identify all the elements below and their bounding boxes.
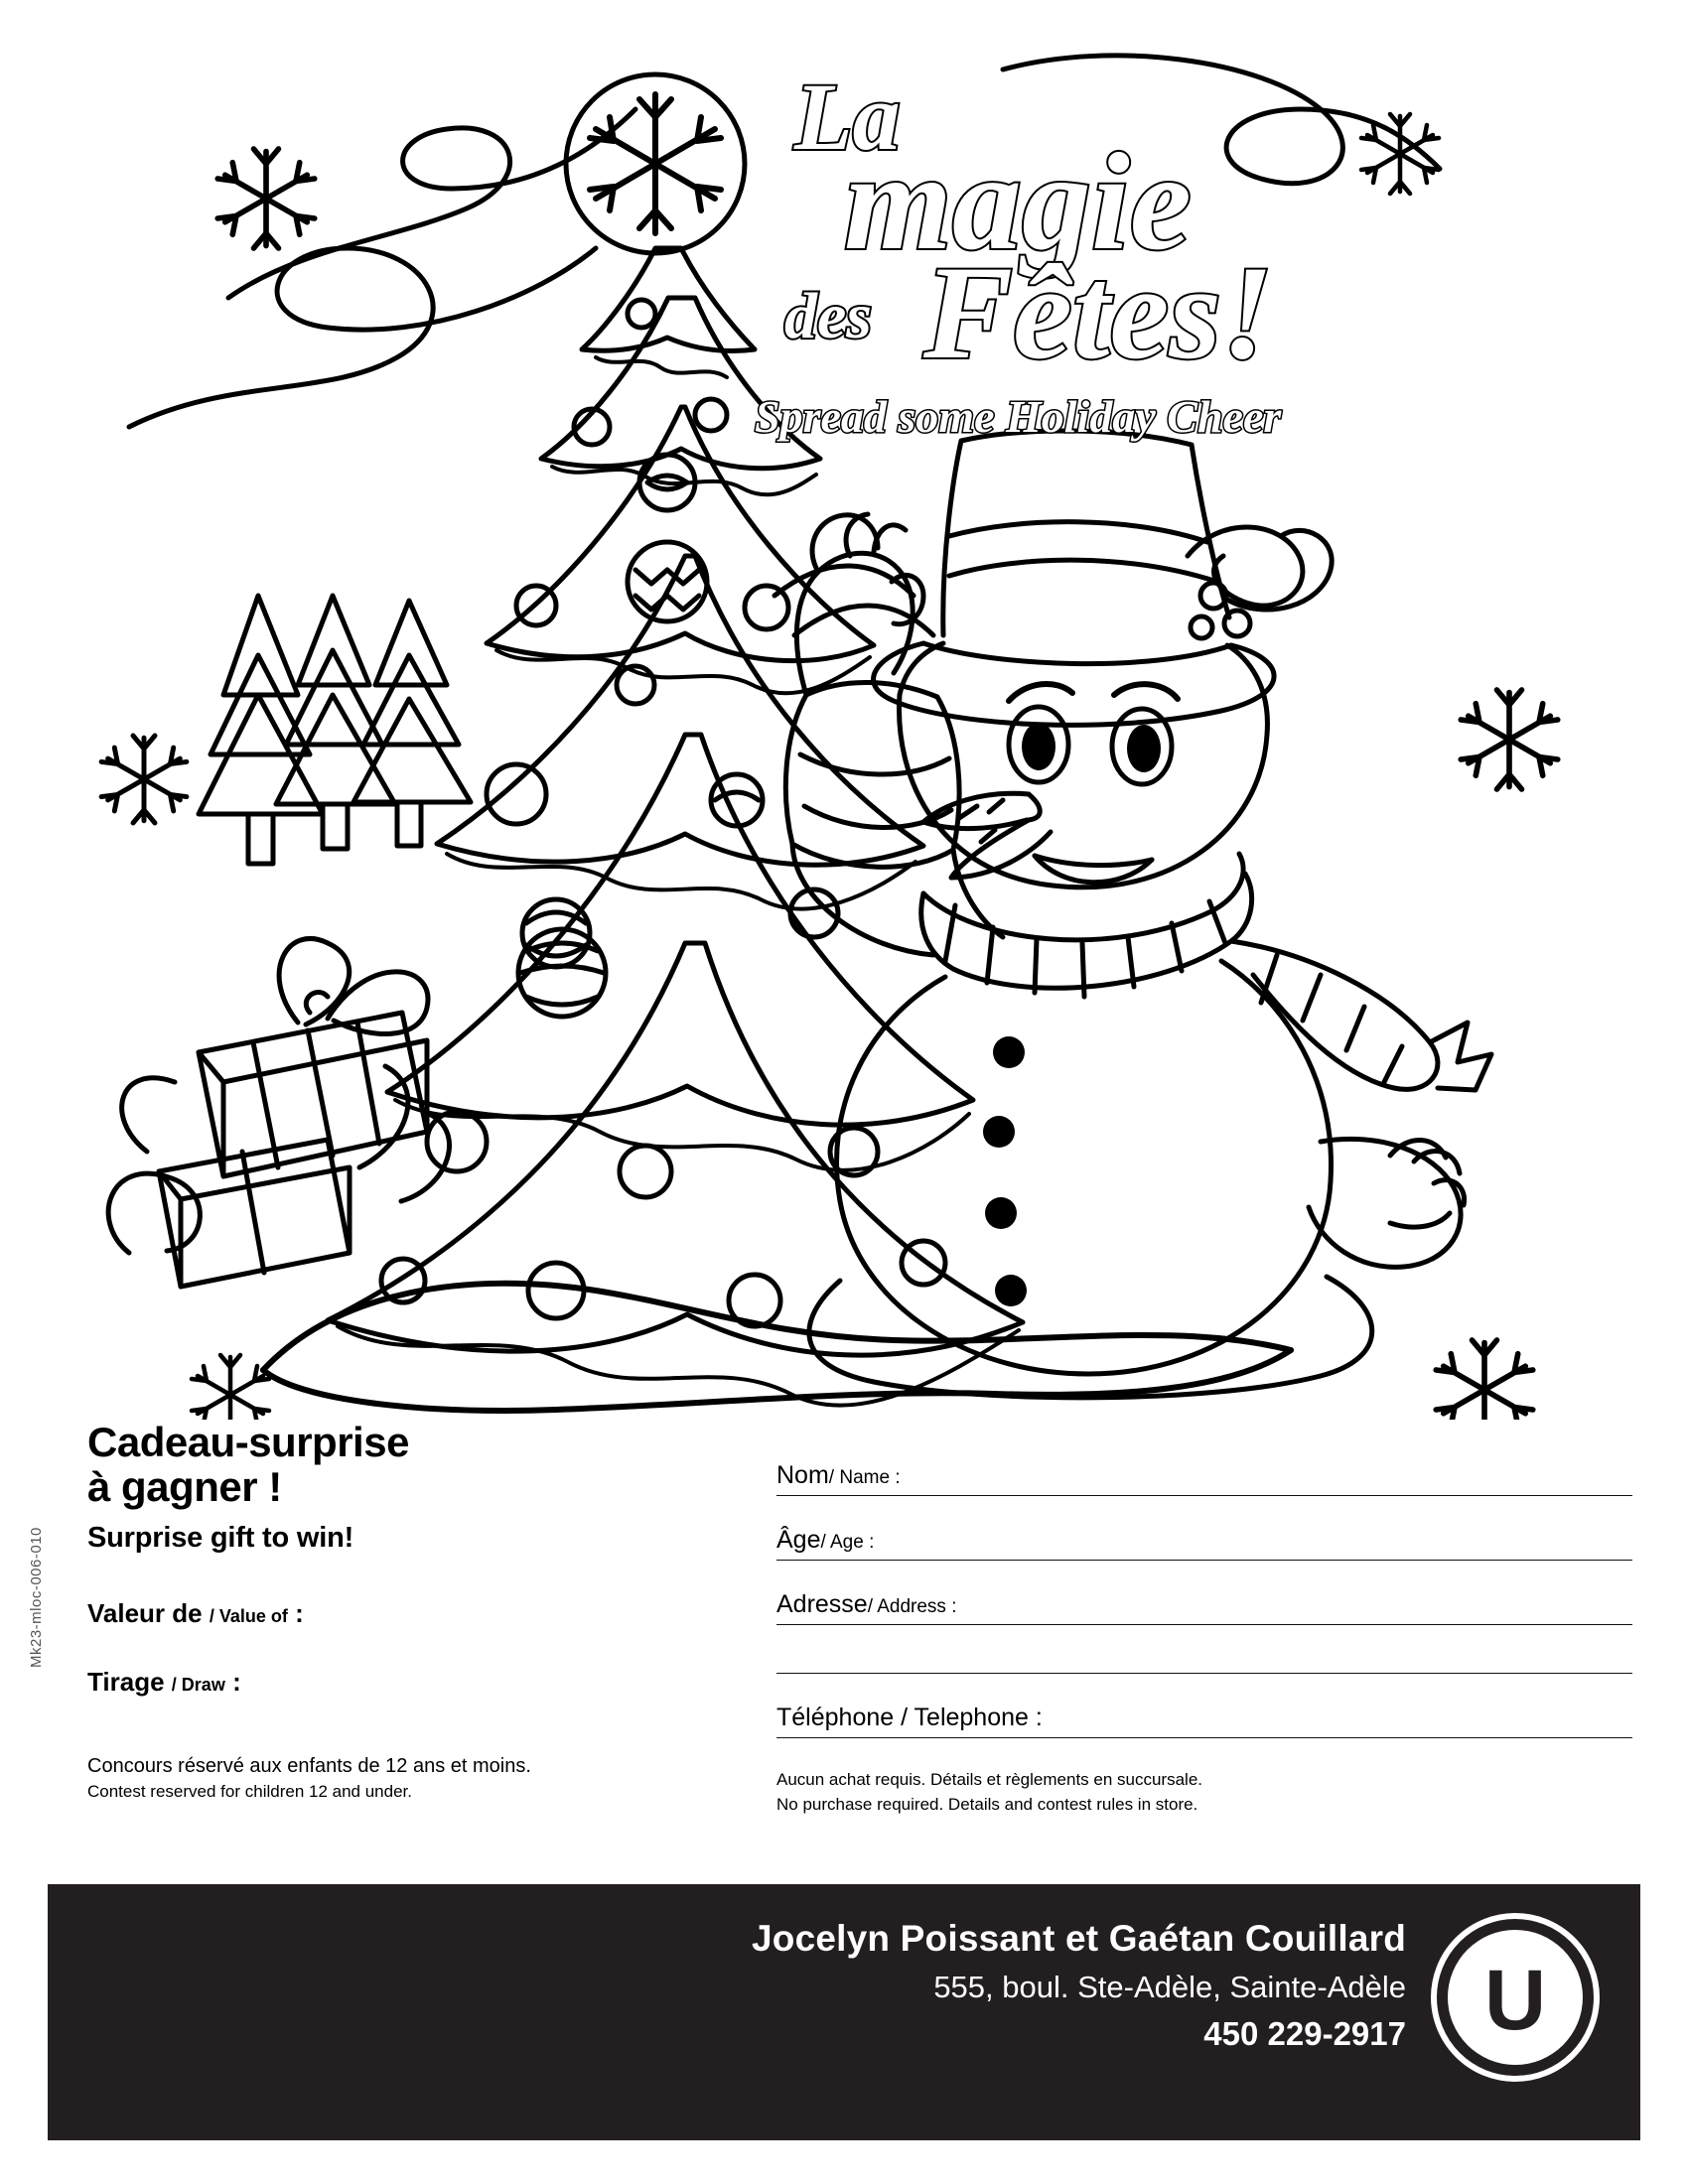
title-subtitle: Spread some Holiday Cheer [755, 391, 1282, 442]
promo-headline-fr-line2: à gagner ! [87, 1463, 282, 1511]
contest-note-fr: Aucun achat requis. Détails et règlements en succursale. [776, 1770, 1203, 1789]
form-field-age-label-en: / Age : [820, 1532, 875, 1553]
form-field-address-label-en: / Address : [867, 1596, 957, 1617]
title-la: La [794, 64, 901, 170]
contest-note [776, 1768, 1632, 1817]
logo-letter: U [1483, 1953, 1547, 2048]
form-field-address-input-line2[interactable] [776, 1673, 1632, 1674]
promo-headline-fr-line1: Cadeau-surprise [87, 1419, 409, 1465]
form-field-name[interactable] [776, 1461, 1632, 1496]
form-field-name-labels [776, 1461, 1632, 1490]
form-field-age-labels [776, 1526, 1632, 1555]
form-field-phone-labels [776, 1704, 1632, 1732]
store-phone: 450 229-2917 [1203, 2015, 1406, 2052]
uniprix-logo [1430, 1912, 1601, 2083]
form-field-age[interactable] [776, 1526, 1632, 1561]
eligibility-rules-en: Contest reserved for children 12 and under. [87, 1781, 412, 1801]
eligibility-rules-fr: Concours réservé aux enfants de 12 ans et moins. [87, 1754, 531, 1777]
prize-value-colon: : [295, 1597, 304, 1628]
entry-form [776, 1461, 1632, 1817]
draw-date-line [87, 1667, 723, 1698]
title-fetes: Fêtes! [923, 239, 1274, 387]
promo-headline-en: Surprise gift to win! [87, 1521, 354, 1554]
form-field-phone[interactable] [776, 1704, 1632, 1738]
form-field-address[interactable] [776, 1590, 1632, 1674]
form-field-address-labels [776, 1590, 1632, 1619]
form-field-phone-input[interactable] [776, 1737, 1632, 1738]
form-field-address-input-line1[interactable] [776, 1624, 1632, 1625]
prize-value-label-en: / Value of [209, 1605, 288, 1626]
store-footer-banner [48, 1884, 1640, 2140]
contest-note-en: No purchase required. Details and contest rules in store. [776, 1794, 1198, 1814]
store-info [234, 1918, 1406, 2053]
promo-text-column [87, 1420, 723, 1802]
store-city: Sainte-Adèle [1229, 1970, 1406, 2004]
prize-value-label-fr: Valeur de [87, 1597, 203, 1628]
draw-label-fr: Tirage [87, 1666, 165, 1697]
document-code: Mk23-mloc-006-010 [28, 1527, 45, 1668]
title-magie: magie [844, 125, 1192, 279]
form-field-name-label-en: / Name : [828, 1467, 901, 1488]
prize-value-line [87, 1598, 723, 1629]
store-owner-names: Jocelyn Poissant et Gaétan Couillard [752, 1918, 1406, 1959]
title-des: des [784, 280, 872, 352]
form-field-name-input[interactable] [776, 1495, 1632, 1496]
form-field-address-label-fr: Adresse [776, 1590, 868, 1618]
form-field-phone-label: Téléphone / Telephone : [776, 1704, 1043, 1731]
draw-colon: : [232, 1666, 241, 1697]
store-street: 555, boul. Ste-Adèle, [933, 1970, 1221, 2004]
draw-label-en: / Draw [171, 1674, 225, 1695]
form-field-name-label-fr: Nom [776, 1461, 829, 1489]
form-field-age-label-fr: Âge [776, 1526, 821, 1554]
store-address [234, 1970, 1406, 2005]
form-field-age-input[interactable] [776, 1560, 1632, 1561]
promo-headline-fr [87, 1420, 723, 1510]
